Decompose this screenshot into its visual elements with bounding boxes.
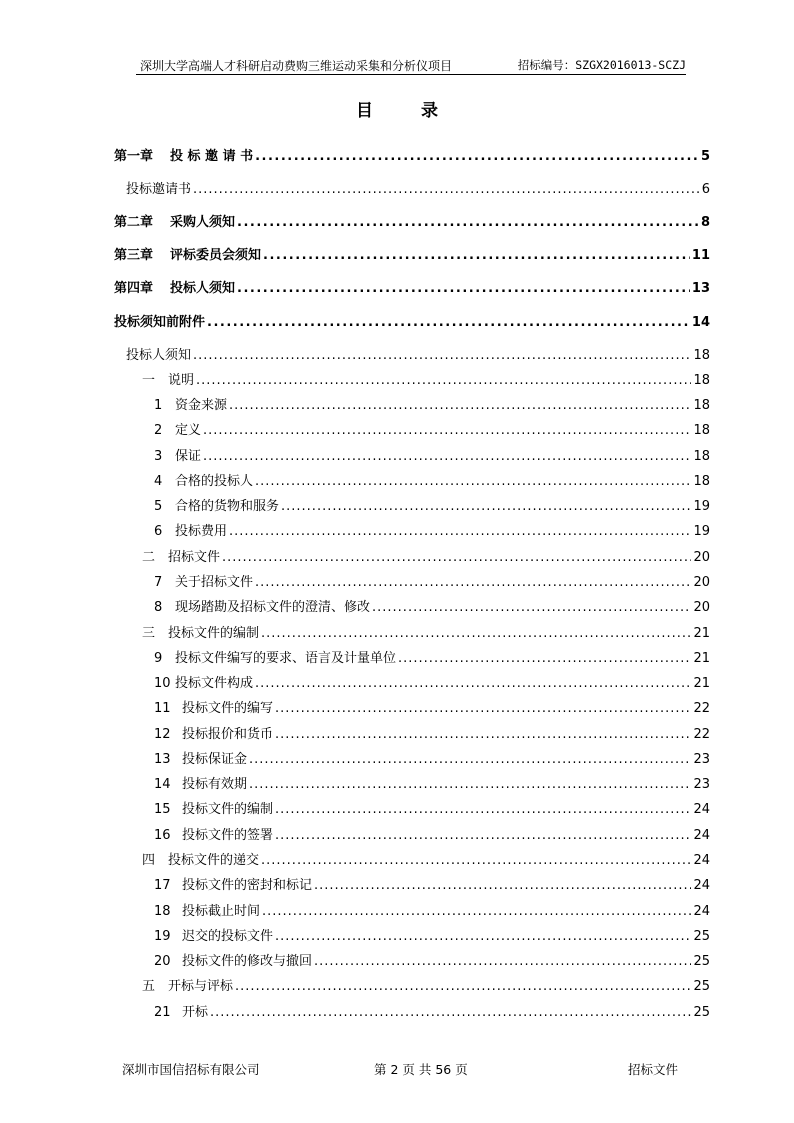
toc-leader-dots <box>263 248 690 263</box>
toc-entry-page: 6 <box>701 182 710 197</box>
toc-leader-dots <box>262 904 691 919</box>
toc-entry[interactable] <box>114 145 710 164</box>
toc-entry-number: 10 <box>154 676 171 691</box>
toc-entry-page: 22 <box>693 727 710 742</box>
toc-entry-page: 20 <box>693 575 710 590</box>
toc-entry-title: 合格的货物和服务 <box>175 499 280 514</box>
toc-entry-title: 投 标 邀 请 书 <box>170 149 254 164</box>
toc-entry-page: 18 <box>693 449 710 464</box>
toc-entry-number: 8 <box>154 600 163 615</box>
toc-entry-page: 18 <box>693 423 710 438</box>
toc-entry-page: 24 <box>693 853 710 868</box>
toc-entry-page: 11 <box>691 248 710 263</box>
toc-entry-number: 14 <box>154 777 171 792</box>
toc-entry-title: 投标文件的编写 <box>182 701 274 716</box>
toc-entry-page: 19 <box>693 524 710 539</box>
toc-entry-title: 保证 <box>175 449 202 464</box>
toc-entry-title: 投标报价和货币 <box>182 727 274 742</box>
toc-entry-number: 16 <box>154 828 171 843</box>
toc-entry-number: 9 <box>154 651 163 666</box>
toc-entry-page: 24 <box>693 802 710 817</box>
toc-leader-dots <box>235 979 691 994</box>
toc-entry[interactable] <box>154 419 710 438</box>
toc-entry-title: 投标文件的修改与撤回 <box>182 954 313 969</box>
toc-leader-dots <box>261 853 691 868</box>
toc-entry-number: 5 <box>154 499 163 514</box>
toc-entry-number: 四 <box>142 853 156 868</box>
toc-entry-title: 投标截止时间 <box>182 904 261 919</box>
toc-entry-title: 投标费用 <box>175 524 228 539</box>
toc-entry-number: 第四章 <box>114 281 154 296</box>
toc-entry-page: 23 <box>693 752 710 767</box>
toc-entry[interactable] <box>154 394 710 413</box>
toc-entry[interactable] <box>154 647 710 666</box>
toc-entry-page: 21 <box>693 626 710 641</box>
toc-entry[interactable] <box>154 520 710 539</box>
toc-entry-number: 11 <box>154 701 171 716</box>
toc-leader-dots <box>398 651 691 666</box>
toc-entry-title: 迟交的投标文件 <box>182 929 274 944</box>
toc-entry-number: 五 <box>142 979 156 994</box>
footer-page-info: 第 2 页 共 56 页 <box>374 1062 468 1077</box>
toc-entry[interactable] <box>154 748 710 767</box>
toc-leader-dots <box>372 600 691 615</box>
toc-entry-number: 第二章 <box>114 215 154 230</box>
toc-entry-number: 18 <box>154 904 171 919</box>
toc-leader-dots <box>249 777 691 792</box>
toc-entry-page: 19 <box>693 499 710 514</box>
toc-entry-title: 定义 <box>175 423 202 438</box>
toc-leader-dots <box>314 878 691 893</box>
toc-entry-number: 第一章 <box>114 149 154 164</box>
toc-entry[interactable] <box>114 244 710 263</box>
toc-entry-title: 开标 <box>182 1005 209 1020</box>
toc-leader-dots <box>255 149 699 164</box>
toc-entry-page: 25 <box>693 954 710 969</box>
toc-leader-dots <box>281 499 691 514</box>
toc-entry-number: 3 <box>154 449 163 464</box>
toc-leader-dots <box>222 550 691 565</box>
toc-leader-dots <box>275 701 691 716</box>
toc-leader-dots <box>207 315 690 330</box>
toc-entry-page: 24 <box>693 828 710 843</box>
toc-entry-page: 8 <box>700 215 710 230</box>
toc-entry-page: 25 <box>693 1005 710 1020</box>
toc-entry-number: 一 <box>142 373 156 388</box>
toc-entry-page: 21 <box>693 651 710 666</box>
toc-entry-page: 24 <box>693 904 710 919</box>
toc-entry-number: 20 <box>154 954 171 969</box>
toc-entry-title: 招标文件 <box>168 550 221 565</box>
tender-number: 招标编号：SZGX2016013-SCZJ <box>517 58 686 72</box>
toc-entry-page: 23 <box>693 777 710 792</box>
toc-leader-dots <box>229 524 691 539</box>
toc-leader-dots <box>314 954 691 969</box>
toc-entry-title: 开标与评标 <box>168 979 234 994</box>
toc-entry-number: 15 <box>154 802 171 817</box>
toc-entry[interactable] <box>154 1001 710 1020</box>
page-title: 目录 <box>356 101 486 121</box>
toc-entry-title: 合格的投标人 <box>175 474 254 489</box>
toc-entry-title: 投标文件的编制 <box>168 626 260 641</box>
toc-leader-dots <box>255 474 691 489</box>
toc-entry-page: 25 <box>693 979 710 994</box>
toc-entry-title: 采购人须知 <box>170 215 236 230</box>
toc-entry-number: 21 <box>154 1005 171 1020</box>
toc-entry[interactable] <box>154 495 710 514</box>
toc-entry-page: 22 <box>693 701 710 716</box>
toc-entry-number: 二 <box>142 550 156 565</box>
toc-entry[interactable] <box>154 723 710 742</box>
toc-leader-dots <box>275 802 691 817</box>
toc-entry[interactable] <box>154 672 710 691</box>
toc-entry-title: 投标有效期 <box>182 777 248 792</box>
toc-entry-title: 投标文件构成 <box>175 676 254 691</box>
footer-company: 深圳市国信招标有限公司 <box>122 1062 260 1077</box>
toc-entry-title: 投标保证金 <box>182 752 248 767</box>
toc-entry[interactable] <box>154 824 710 843</box>
toc-entry[interactable] <box>154 950 710 969</box>
toc-entry-title: 现场踏勘及招标文件的澄清、修改 <box>175 600 371 615</box>
toc-entry[interactable] <box>154 773 710 792</box>
toc-leader-dots <box>203 423 691 438</box>
toc-leader-dots <box>193 182 700 197</box>
toc-entry-title: 评标委员会须知 <box>170 248 262 263</box>
toc-leader-dots <box>196 373 691 388</box>
toc-entry[interactable] <box>142 849 710 868</box>
toc-entry[interactable] <box>154 925 710 944</box>
toc-leader-dots <box>275 727 691 742</box>
toc-entry-page: 18 <box>693 348 710 363</box>
toc-leader-dots <box>203 449 691 464</box>
toc-entry[interactable] <box>142 622 710 641</box>
toc-entry-number: 三 <box>142 626 156 641</box>
toc-entry[interactable] <box>142 975 710 994</box>
toc-entry[interactable] <box>154 697 710 716</box>
toc-leader-dots <box>249 752 691 767</box>
toc-leader-dots <box>275 929 691 944</box>
toc-leader-dots <box>237 281 690 296</box>
toc-entry[interactable] <box>114 211 710 230</box>
toc-entry-page: 5 <box>700 149 710 164</box>
toc-entry-number: 第三章 <box>114 248 154 263</box>
toc-entry[interactable] <box>154 596 710 615</box>
toc-entry-title: 说明 <box>168 373 195 388</box>
toc-entry-number: 1 <box>154 398 163 413</box>
toc-entry-page: 20 <box>693 550 710 565</box>
toc-entry[interactable] <box>154 571 710 590</box>
toc-leader-dots <box>261 626 691 641</box>
toc-entry-page: 18 <box>693 373 710 388</box>
toc-entry-page: 14 <box>691 315 710 330</box>
toc-entry-title: 投标邀请书 <box>126 182 192 197</box>
toc-entry-title: 投标文件编写的要求、语言及计量单位 <box>175 651 397 666</box>
toc-entry-page: 21 <box>693 676 710 691</box>
toc-entry[interactable] <box>142 546 710 565</box>
toc-entry-number: 13 <box>154 752 171 767</box>
toc-entry-number: 4 <box>154 474 163 489</box>
toc-entry-number: 2 <box>154 423 163 438</box>
toc-entry-number: 12 <box>154 727 171 742</box>
toc-entry-title: 关于招标文件 <box>175 575 254 590</box>
toc-entry-page: 25 <box>693 929 710 944</box>
toc-entry[interactable] <box>154 470 710 489</box>
toc-entry-number: 7 <box>154 575 163 590</box>
toc-entry-page: 18 <box>693 398 710 413</box>
toc-entry-title: 投标人须知 <box>126 348 192 363</box>
toc-entry[interactable] <box>114 277 710 296</box>
toc-leader-dots <box>210 1005 691 1020</box>
toc-entry[interactable] <box>126 344 710 363</box>
toc-entry-number: 17 <box>154 878 171 893</box>
toc-leader-dots <box>229 398 691 413</box>
toc-entry-page: 13 <box>691 281 710 296</box>
toc-entry-title: 投标文件的编制 <box>182 802 274 817</box>
toc-entry-page: 20 <box>693 600 710 615</box>
toc-entry-number: 6 <box>154 524 163 539</box>
footer-doc-type: 招标文件 <box>628 1062 679 1077</box>
toc-entry-title: 资金来源 <box>175 398 228 413</box>
toc-entry[interactable] <box>154 874 710 893</box>
toc-entry-title: 投标人须知 <box>170 281 236 296</box>
toc-leader-dots <box>255 575 691 590</box>
page-header <box>136 56 686 75</box>
toc-leader-dots <box>255 676 691 691</box>
toc-leader-dots <box>237 215 699 230</box>
toc-leader-dots <box>275 828 691 843</box>
toc-entry-title: 投标文件的递交 <box>168 853 260 868</box>
project-name: 深圳大学高端人才科研启动费购三维运动采集和分析仪项目 <box>140 59 453 73</box>
toc-entry[interactable] <box>114 311 710 330</box>
toc-entry-title: 投标文件的密封和标记 <box>182 878 313 893</box>
toc-entry-title: 投标须知前附件 <box>114 315 206 330</box>
toc-entry[interactable] <box>154 900 710 919</box>
toc-entry[interactable] <box>154 445 710 464</box>
toc-entry-page: 18 <box>693 474 710 489</box>
toc-entry-page: 24 <box>693 878 710 893</box>
toc-entry-number: 19 <box>154 929 171 944</box>
toc-leader-dots <box>193 348 691 363</box>
toc-entry[interactable] <box>142 369 710 388</box>
toc-entry[interactable] <box>126 178 710 197</box>
toc-entry[interactable] <box>154 798 710 817</box>
toc-entry-title: 投标文件的签署 <box>182 828 274 843</box>
